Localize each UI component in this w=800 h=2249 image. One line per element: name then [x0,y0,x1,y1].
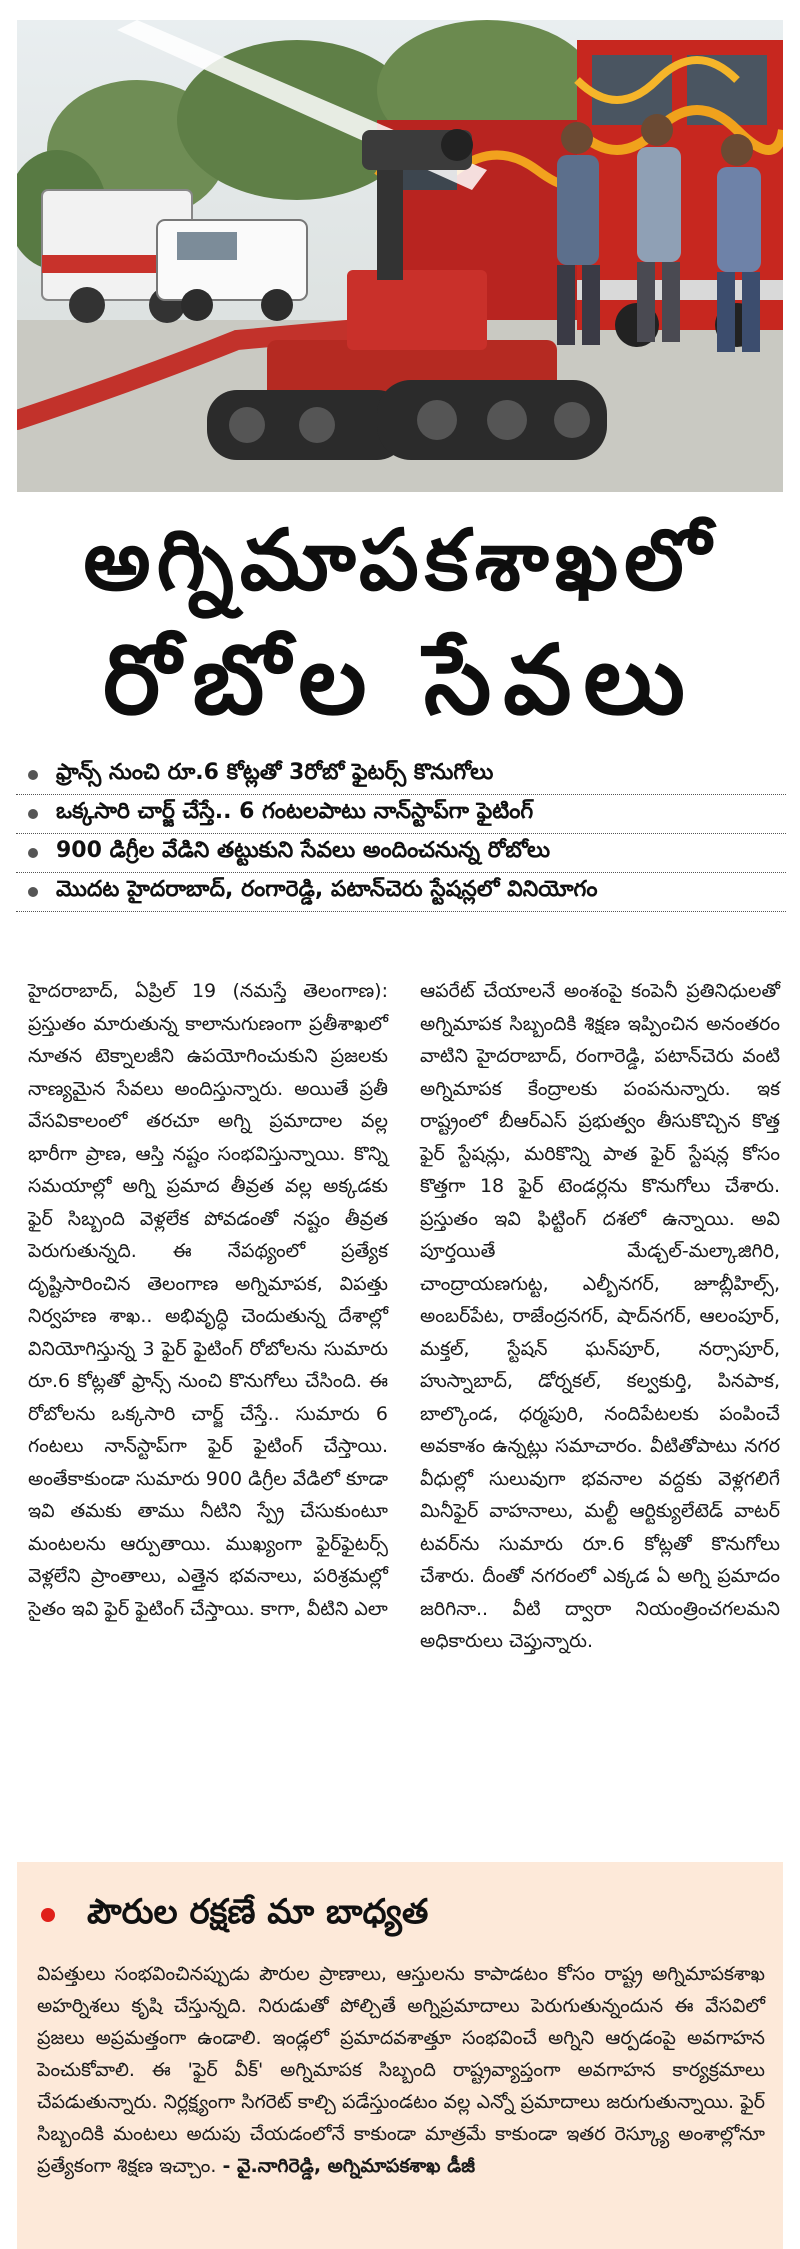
highlight-bullets [16,756,786,912]
bullet-dot-icon [28,848,38,858]
bullet-text: ఒక్కసారి చార్జ్ చేస్తే.. 6 గంటలపాటు నాన్‌స్టాప్‌గా ఫైటింగ్ [56,799,534,824]
bullet-item [16,795,786,834]
box-title: పౌరుల రక్షణే మా బాధ్యత [87,1892,429,1932]
box-body [37,1958,765,2182]
box-signature: - వై.నాగిరెడ్డి, అగ్నిమాపకశాఖ డీజీ [222,2155,476,2177]
bullet-text: ఫ్రాన్స్ నుంచి రూ.6 కోట్లతో 3రోబో ఫైటర్స్ కొనుగోలు [56,760,494,785]
bullet-dot-icon [28,770,38,780]
article-paragraph: ఆపరేట్ చేయాలనే అంశంపై కంపెనీ ప్రతినిధులతో అగ్నిమాపక సిబ్బందికి శిక్షణ ఇప్పించిన అనంతరం వాటిని హైదరాబాద్, రంగారెడ్డి, పటాన్‌చెరు వంటి అగ్నిమాపక కేంద్రాలకు పంపనున్నారు. ఇక రాష్ట్రంలో బీఆర్‌ఎస్ ప్రభుత్వం తీసుకొచ్చిన కొత్త ఫైర్ స్టేషన్లు, మరికొన్ని పాత ఫైర్ స్టేషన్ల కోసం కొత్తగా 18 ఫైర్ టెండర్లను కొనుగోలు చేశారు. ప్రస్తుతం ఇవి ఫిట్టింగ్ దశలో ఉన్నాయి. అవి పూర్తయితే మేడ్చల్-మల్కాజిగిరి, చాంద్రాయణగుట్ట, ఎల్బీనగర్, జూబ్లీహిల్స్, అంబర్‌పేట, రాజేంద్రనగర్, షాద్‌నగర్, ఆలంపూర్, మక్తల్, స్టేషన్ ఘన్‌పూర్, నర్సాపూర్, హుస్నాబాద్, డోర్నకల్, కల్వకుర్తి, పినపాక, బాల్కొండ, ధర్మపురి, నందిపేటలకు పంపించే అవకాశం ఉన్నట్లు సమాచారం. వీటితోపాటు నగర వీధుల్లో సులువుగా భవనాల వద్దకు వెళ్లగలిగే మినీఫైర్ వాహనాలు, మల్టీ ఆర్టిక్యులేటెడ్ వాటర్ టవర్‌ను సుమారు రూ.6 కోట్లతో కొనుగోలు చేశారు. దీంతో నగరంలో ఎక్కడ ఏ అగ్ని ప్రమాదం జరిగినా.. వీటి ద్వారా నియంత్రించగలమని అధికారులు చెప్తున్నారు. [420,980,780,1652]
fire-robot-photo [17,20,783,492]
headline-line-2: రోబోల సేవలు [103,624,697,736]
sidebar-quote-box [17,1862,783,2249]
bullet-dot-icon [28,887,38,897]
bullet-text: మొదట హైదరాబాద్, రంగారెడ్డి, పటాన్‌చెరు స్టేషన్లలో వినియోగం [56,877,598,902]
box-text: విపత్తులు సంభవించినప్పుడు పౌరుల ప్రాణాలు, ఆస్తులను కాపాడటం కోసం రాష్ట్ర అగ్నిమాపకశాఖ అహర్నిశలు కృషి చేస్తున్నది. నిరుడుతో పోల్చితే అగ్నిప్రమాదాలు పెరుగుతున్నందున ఈ వేసవిలో ప్రజలు అప్రమత్తంగా ఉండాలి. ఇండ్లలో ప్రమాదవశాత్తూ సంభవించే అగ్నిని ఆర్పడంపై అవగాహన పెంచుకోవాలి. ఈ 'ఫైర్ వీక్' అగ్నిమాపక సిబ్బంది రాష్ట్రవ్యాప్తంగా అవగాహన కార్యక్రమాలు చేపడుతున్నారు. నిర్లక్ష్యంగా సిగరెట్ కాల్చి పడేస్తుండటం వల్ల ఎన్నో ప్రమాదాలు జరుగుతున్నాయి. ఫైర్ సిబ్బందికి మంటలు అదుపు చేయడంలోనే కాకుండా మాత్రమే కాకుండా ఇతర రెస్క్యూ అంశాల్లోనూ ప్రత్యేకంగా శిక్షణ ఇచ్చాం. [37,1963,765,2177]
article-paragraph: హైదరాబాద్, ఏప్రిల్ 19 (నమస్తే తెలంగాణ): ప్రస్తుతం మారుతున్న కాలానుగుణంగా ప్రతీశాఖలో నూతన టెక్నాలజీని ఉపయోగించుకుని ప్రజలకు నాణ్యమైన సేవలు అందిస్తున్నారు. అయితే ప్రతీ వేసవికాలంలో తరచూ అగ్ని ప్రమాదాల వల్ల భారీగా ప్రాణ, ఆస్తి నష్టం సంభవిస్తున్నాయి. కొన్ని సమయాల్లో అగ్ని ప్రమాద తీవ్రత వల్ల అక్కడకు ఫైర్ సిబ్బంది వెళ్లలేక పోవడంతో నష్టం తీవ్రత పెరుగుతున్నది. ఈ నేపథ్యంలో ప్రత్యేక దృష్టిసారించిన తెలంగాణ అగ్నిమాపక, విపత్తు నిర్వహణ శాఖ.. అభివృద్ధి చెందుతున్న దేశాల్లో వినియోగిస్తున్న 3 ఫైర్ ఫైటింగ్ రోబోలను సుమారు రూ.6 కోట్లతో ఫ్రాన్స్ నుంచి కొనుగోలు చేసింది. ఈ రోబోలను ఒక్కసారి చార్జ్ చేస్తే.. సుమారు 6 గంటలు నాన్‌స్టాప్‌గా ఫైర్ ఫైటింగ్ చేస్తాయి. అంతేకాకుండా సుమారు 900 డిగ్రీల వేడిలో కూడా ఇవి తమకు తాము నీటిని స్ప్రే చేసుకుంటూ మంటలను ఆర్పుతాయి. ముఖ్యంగా ఫైర్‌ఫైటర్స్ వెళ్లలేని ప్రాంతాలు, ఎత్తైన భవనాలు, పరిశ్రమల్లో సైతం ఇవి ఫైర్ ఫైటింగ్ చేస్తాయి. కాగా, వీటిని ఎలా [28,980,388,1620]
bullet-text: 900 డిగ్రీల వేడిని తట్టుకుని సేవలు అందించనున్న రోబోలు [56,838,551,863]
bullet-item [16,873,786,912]
article-column-right [420,975,780,1658]
bullet-item [16,834,786,873]
bullet-item [16,756,786,795]
article-column-left [28,975,388,1625]
red-bullet-icon [41,1908,55,1922]
article-body [28,975,780,1855]
bullet-dot-icon [28,809,38,819]
headline-line-1: అగ్నిమాపకశాఖలో [83,511,717,609]
news-photo [17,20,783,492]
